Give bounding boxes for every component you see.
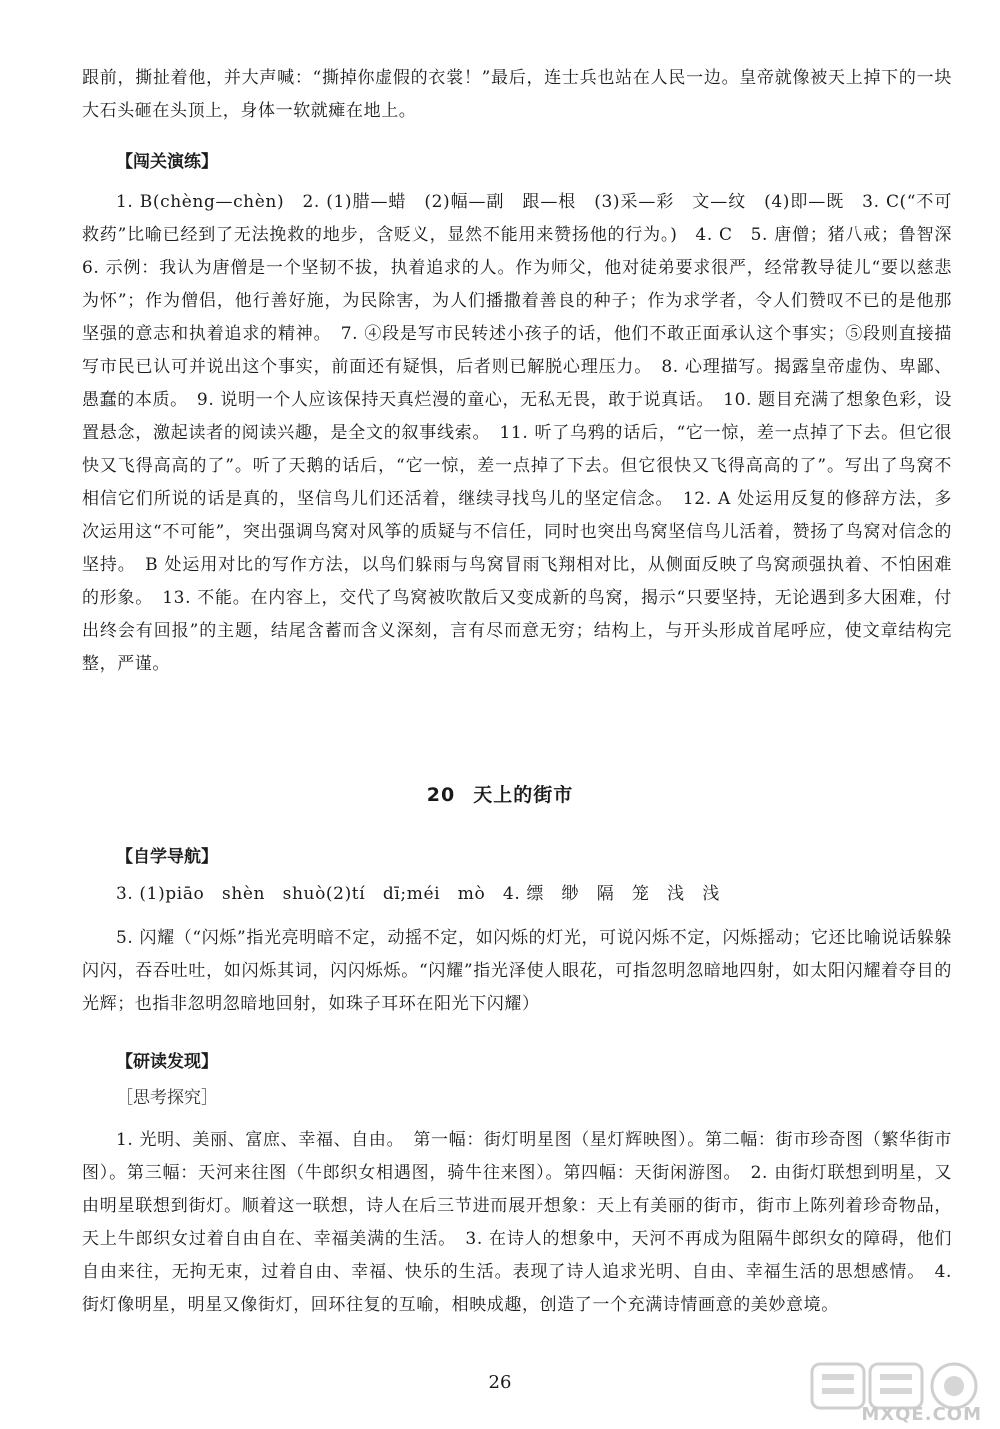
paragraph-pinyin-answers: 3. (1)piāo shèn shuò(2)tí dī;méi mò 4. 缥 缈 隔 笼 浅 浅 <box>116 884 720 904</box>
paragraph-practice-answers: 1. B(chèng—chèn) 2. (1)腊—蜡 (2)幅—副 跟—根 (3)采—彩 文—纹 (4)即—既 3. C(“不可救药”比喻已经到了无法挽救的地步，含贬义，显然不能用来赞扬他的行为。) 4. C 5. 唐僧；猪八戒；鲁智深 6. 示例：我认为唐僧是一个坚韧不拔，执着追求的人。作为师父，他对徒弟要求很严，经常教导徒儿“要以慈悲为怀”；作为僧侣，他行善好施，为民除害，为人们播撒着善良的种子；作为求学者，令人们赞叹不已的是他那坚强的意志和执着追求的精神。 7. ④段是写市民转述小孩子的话，他们不敢正面承认这个事实；⑤段则直接描写市民已认可并说出这个事实，前面还有疑惧，后者则已解脱心理压力。 8. 心理描写。揭露皇帝虚伪、卑鄙、愚蠢的本质。 9. 说明一个人应该保持天真烂漫的童心，无私无畏，敢于说真话。 10. 题目充满了想象色彩，设置悬念，激起读者的阅读兴趣，是全文的叙事线索。 11. 听了乌鸦的话后，“它一惊，差一点掉了下去。但它很快又飞得高高的了”。听了天鹅的话后，“它一惊，差一点掉了下去。但它很快又飞得高高的了”。写出了鸟窝不相信它们所说的话是真的，坚信鸟儿们还活着，继续寻找鸟儿的坚定信念。 12. A 处运用反复的修辞方法，多次运用这“不可能”，突出强调鸟窝对风筝的质疑与不信任，同时也突出鸟窝坚信鸟儿活着，赞扬了鸟窝对信念的坚持。 B 处运用对比的写作方法，以鸟们躲雨与鸟窝冒雨飞翔相对比，从侧面反映了鸟窝顽强执着、不怕困难的形象。 13. 不能。在内容上，交代了鸟窝被吹散后又变成新的鸟窝，揭示“只要坚持，无论遇到多大困难，付出终会有回报”的主题，结尾含蓄而含义深刻，言有尽而意无穷；结构上，与开头形成首尾呼应，使文章结构完整，严谨。 <box>82 192 970 674</box>
lesson-title <box>0 780 1000 807</box>
section-heading-study: 【研读发现】 <box>116 1052 218 1072</box>
paragraph-continuation: 跟前，撕扯着他，并大声喊：“撕掉你虚假的衣裳！”最后，连士兵也站在人民一边。皇帝就像被天上掉下的一块大石头砸在头顶上，身体一软就瘫在地上。 <box>82 68 952 121</box>
watermark-site-text: MXQE.COM <box>861 1404 982 1425</box>
lesson-name: 天上的街市 <box>473 784 574 806</box>
section-heading-self-study: 【自学导航】 <box>116 847 218 867</box>
section-heading-practice: 【闯关演练】 <box>116 152 218 172</box>
lesson-number: 20 <box>426 784 456 806</box>
page-number: 26 <box>488 1372 512 1393</box>
paragraph-word-explanation: 5. 闪耀（“闪烁”指光亮明暗不定，动摇不定，如闪烁的灯光，可说闪烁不定，闪烁摇动；它还比喻说话躲躲闪闪，吞吞吐吐，如闪烁其词，闪闪烁烁。“闪耀”指光泽使人眼花，可指忽明忽暗地四射，如太阳闪耀着夺目的光辉；也指非忽明忽暗地回射，如珠子耳环在阳光下闪耀） <box>82 928 952 1014</box>
subsection-heading-thinking: ［思考探究］ <box>116 1088 218 1108</box>
paragraph-thinking-answers: 1. 光明、美丽、富庶、幸福、自由。 第一幅：街灯明星图（星灯辉映图）。第二幅：街市珍奇图（繁华街市图）。第三幅：天河来往图（牛郎织女相遇图，骑牛往来图）。第四幅：天街闲游图。 2. 由街灯联想到明星，又由明星联想到街灯。顺着这一联想，诗人在后三节进而展开想象：天上有美丽的街市，街市上陈列着珍奇物品，天上牛郎织女过着自由自在、幸福美满的生活。 3. 在诗人的想象中，天河不再成为阻隔牛郎织女的障碍，他们自由来往，无拘无束，过着自由、幸福、快乐的生活。表现了诗人追求光明、自由、幸福生活的思想感情。 4. 街灯像明星，明星又像街灯，回环往复的互喻，相映成趣，创造了一个充满诗情画意的美妙意境。 <box>82 1130 952 1315</box>
